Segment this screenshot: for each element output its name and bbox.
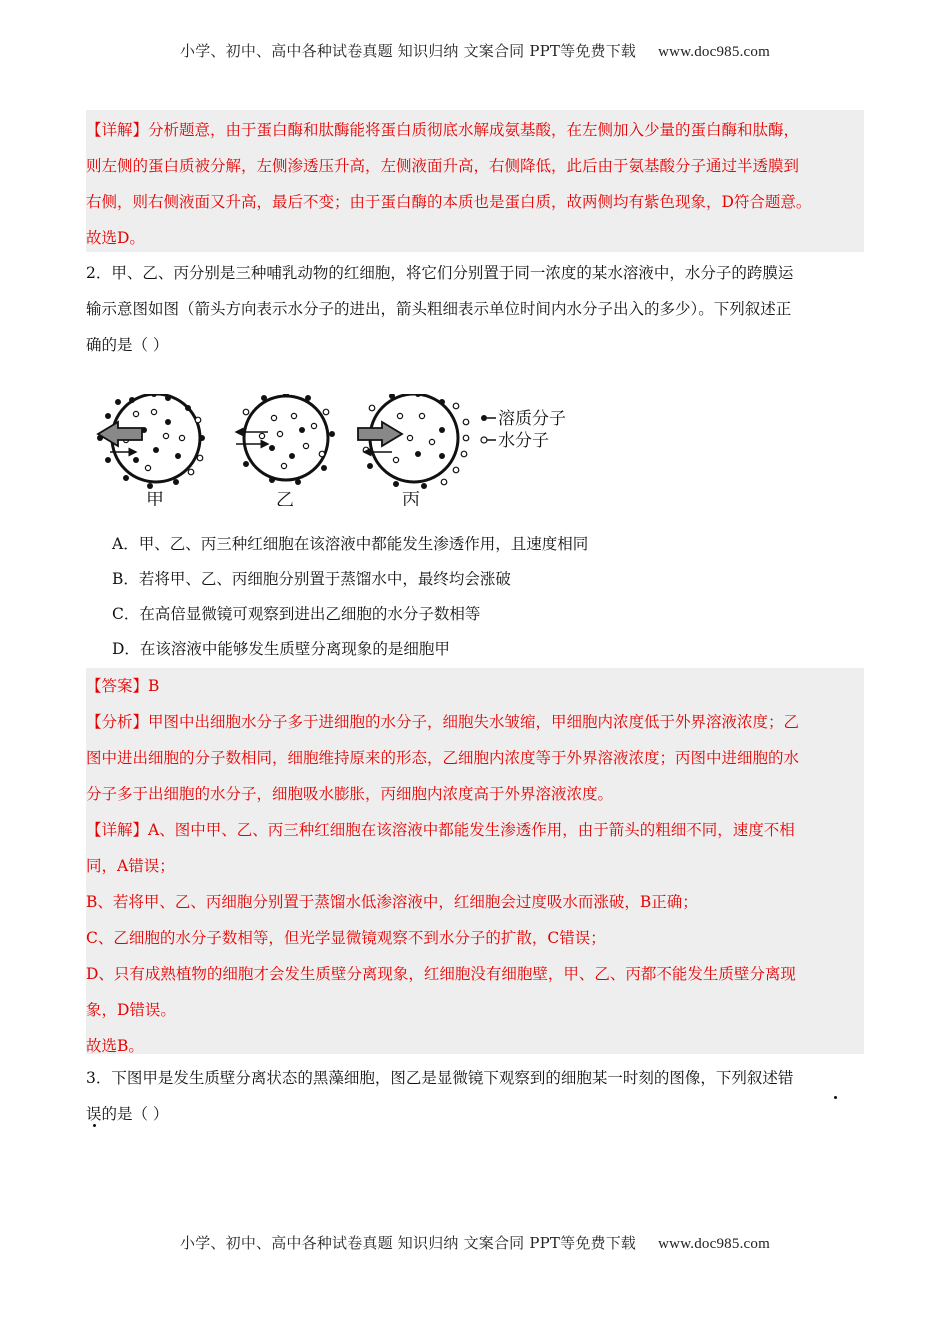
emphasis-dot <box>834 1096 837 1099</box>
q1-detail-line: 则左侧的蛋白质被分解，左侧渗透压升高，左侧液面升高，右侧降低，此后由于氨基酸分子通过半透膜到 <box>86 157 800 175</box>
q1-detail-line: 右侧，则右侧液面又升高，最后不变；由于蛋白酶的本质也是蛋白质，故两侧均有紫色现象，D符合题意。 <box>86 193 812 211</box>
footer-text: 小学、初中、高中各种试卷真题 知识归纳 文案合同 PPT等免费下载 <box>180 1234 637 1252</box>
q1-detail-line: 故选D。 <box>86 229 145 247</box>
conclusion-line: 故选B。 <box>86 1037 144 1055</box>
detail-line: B、若将甲、乙、丙细胞分别置于蒸馏水低渗溶液中，红细胞会过度吸水而涨破，B正确； <box>86 893 698 911</box>
cell-label-jia: 甲 <box>146 490 164 506</box>
footer-site: www.doc985.com <box>658 1236 770 1252</box>
q2-stem <box>86 255 866 363</box>
legend-water: 水分子 <box>498 431 549 451</box>
osmosis-diagram <box>96 394 596 506</box>
q1-detail-block <box>86 110 864 252</box>
answer-line: 【答案】B <box>86 677 160 695</box>
q2-stem-line: 确的是（ ） <box>86 336 169 354</box>
q1-detail-line: 【详解】分析题意，由于蛋白酶和肽酶能将蛋白质彻底水解成氨基酸，在左侧加入少量的蛋白酶和肽酶， <box>86 121 800 139</box>
emphasis-dot <box>93 1124 96 1127</box>
q3-stem <box>86 1060 866 1132</box>
detail-line: 象，D错误。 <box>86 1001 176 1019</box>
header-text: 小学、初中、高中各种试卷真题 知识归纳 文案合同 PPT等免费下载 <box>180 42 637 60</box>
option-d: D．在该溶液中能够发生质壁分离现象的是细胞甲 <box>112 640 450 658</box>
detail-line: C、乙细胞的水分子数相等，但光学显微镜观察不到水分子的扩散，C错误； <box>86 929 606 947</box>
analysis-line: 图中进出细胞的分子数相同，细胞维持原来的形态，乙细胞内浓度等于外界溶液浓度；丙图中进细胞的水 <box>86 749 800 767</box>
cell-bing <box>358 394 469 506</box>
legend-solute: 溶质分子 <box>498 409 566 429</box>
option-c: C．在高倍显微镜可观察到进出乙细胞的水分子数相等 <box>112 605 481 623</box>
header-site: www.doc985.com <box>658 44 770 60</box>
legend <box>481 409 566 451</box>
cell-label-bing: 丙 <box>402 490 420 506</box>
analysis-line: 【分析】甲图中出细胞水分子多于进细胞的水分子，细胞失水皱缩，甲细胞内浓度低于外界溶液浓度；乙 <box>86 713 800 731</box>
cell-label-yi: 乙 <box>276 490 294 506</box>
q3-stem-line: 3．下图甲是发生质壁分离状态的黑藻细胞，图乙是显微镜下观察到的细胞某一时刻的图像，下列叙述错 <box>86 1069 794 1087</box>
analysis-line: 分子多于出细胞的水分子，细胞吸水膨胀，丙细胞内浓度高于外界溶液浓度。 <box>86 785 614 803</box>
option-a: A．甲、乙、丙三种红细胞在该溶液中都能发生渗透作用，且速度相同 <box>112 535 589 553</box>
detail-line: D、只有成熟植物的细胞才会发生质壁分离现象，红细胞没有细胞壁，甲、乙、丙都不能发生质壁分离现 <box>86 965 796 983</box>
cell-yi <box>236 394 335 506</box>
detail-line: 同，A错误； <box>86 857 175 875</box>
detail-line: 【详解】A、图中甲、乙、丙三种红细胞在该溶液中都能发生渗透作用，由于箭头的粗细不同，速度不相 <box>86 821 795 839</box>
q2-stem-line: 2．甲、乙、丙分别是三种哺乳动物的红细胞，将它们分别置于同一浓度的某水溶液中，水分子的跨膜运 <box>86 264 794 282</box>
q2-answer-block <box>86 668 864 1054</box>
osmosis-figure <box>96 394 596 506</box>
q2-stem-line: 输示意图如图（箭头方向表示水分子的进出，箭头粗细表示单位时间内水分子出入的多少）。下列叙述正 <box>86 300 792 318</box>
q3-stem-line: 误的是（ ） <box>86 1105 169 1123</box>
page-footer <box>0 1232 950 1253</box>
cell-jia <box>97 394 205 506</box>
page-header <box>0 40 950 61</box>
option-b: B．若将甲、乙、丙细胞分别置于蒸馏水中，最终均会涨破 <box>112 570 511 588</box>
